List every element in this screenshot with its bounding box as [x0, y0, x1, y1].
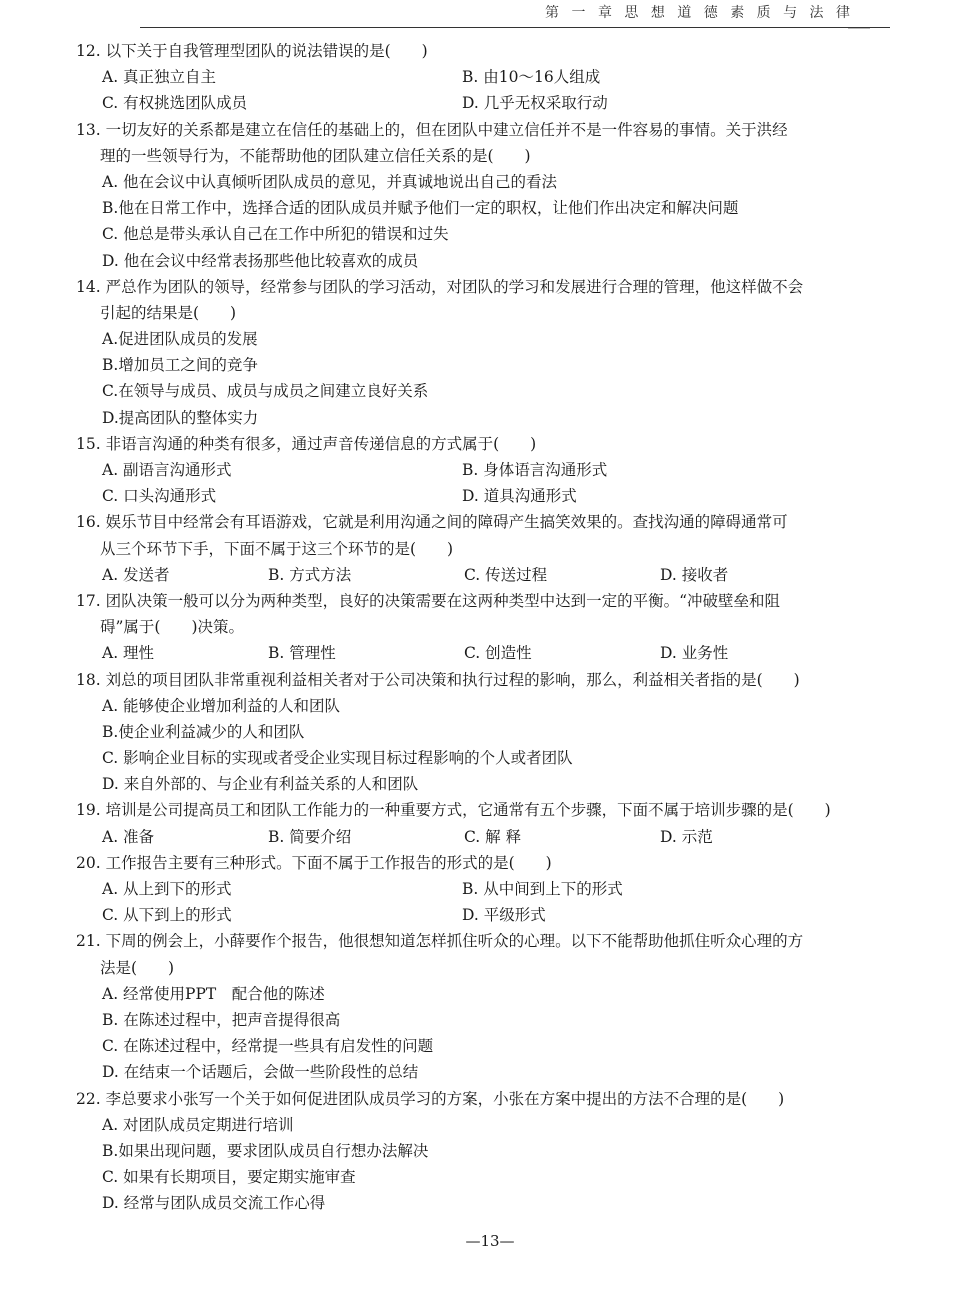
answer-option: C.在领导与成员、成员与成员之间建立良好关系: [102, 382, 429, 401]
answer-option: C. 如果有长期项目，要定期实施审查: [102, 1168, 356, 1187]
question-stem-line: 22. 李总要求小张写一个关于如何促进团队成员学习的方案，小张在方案中提出的方法不合理的是( ): [76, 1089, 785, 1108]
answer-option: A. 发送者: [102, 565, 170, 584]
answer-option: B.他在日常工作中，选择合适的团队成员并赋予他们一定的职权，让他们作出决定和解决问题: [102, 199, 739, 218]
question-item: [72, 274, 902, 431]
question-item: [72, 1086, 902, 1217]
question-stem-line: 13. 一切友好的关系都是建立在信任的基础上的，但在团队中建立信任并不是一件容易的事情。关于洪经: [76, 120, 788, 139]
question-stem-line: 15. 非语言沟通的种类有很多，通过声音传递信息的方式属于( ): [76, 434, 537, 453]
answer-option: D. 示范: [660, 827, 713, 846]
answer-option: A. 从上到下的形式: [102, 880, 232, 898]
question-item: [72, 850, 902, 929]
answer-option: D. 来自外部的、与企业有利益关系的人和团队: [102, 775, 419, 794]
question-stem-line: 14. 严总作为团队的领导，经常参与团队的学习活动，对团队的学习和发展进行合理的管理，他这样做不会: [76, 277, 804, 296]
answer-option: D. 他在会议中经常表扬那些他比较喜欢的成员: [102, 251, 419, 270]
option-row: [72, 824, 902, 850]
answer-option: A. 对团队成员定期进行培训: [102, 1115, 294, 1134]
question-stem-line: 12. 以下关于自我管理型团队的说法错误的是( ): [76, 42, 428, 60]
answer-option: C. 在陈述过程中，经常提一些具有启发性的问题: [102, 1037, 434, 1056]
question-item: [72, 431, 902, 510]
answer-option: C. 创造性: [464, 644, 532, 663]
answer-option: A. 经常使用PPT 配合他的陈述: [102, 984, 325, 1003]
answer-option: C. 影响企业目标的实现或者受企业实现目标过程影响的个人或者团队: [102, 749, 573, 768]
question-stem-line: 理的一些领导行为，不能帮助他的团队建立信任关系的是( ): [100, 146, 531, 165]
answer-option: C. 有权挑选团队成员: [102, 94, 248, 113]
answer-option: B. 管理性: [268, 644, 336, 663]
answer-option: B. 在陈述过程中，把声音提得很高: [102, 1010, 341, 1029]
answer-option: B. 身体语言沟通形式: [462, 461, 608, 479]
question-item: [72, 588, 902, 667]
question-item: [72, 117, 902, 274]
answer-option: B. 简要介绍: [268, 827, 352, 846]
question-stem-line: 16. 娱乐节目中经常会有耳语游戏，它就是利用沟通之间的障碍产生搞笑效果的。查找沟通的障碍通常可: [76, 513, 788, 532]
question-list: [72, 38, 902, 1216]
answer-option: D. 在结束一个话题后，会做一些阶段性的总结: [102, 1063, 419, 1082]
answer-option: B. 方式方法: [268, 565, 352, 584]
question-item: [72, 509, 902, 588]
answer-option: B. 由10～16人组成: [462, 68, 601, 87]
answer-option: D.提高团队的整体实力: [102, 408, 259, 427]
question-stem-line: 18. 刘总的项目团队非常重视利益相关者对于公司决策和执行过程的影响，那么，利益相关者指的是( ): [76, 670, 800, 689]
answer-option: D. 接收者: [660, 565, 729, 584]
option-row: [72, 64, 902, 90]
answer-option: C. 传送过程: [464, 565, 548, 584]
answer-option: A. 副语言沟通形式: [102, 461, 232, 479]
question-stem-line: 19. 培训是公司提高员工和团队工作能力的一种重要方式，它通常有五个步骤，下面不属于培训步骤的是( ): [76, 801, 831, 820]
answer-option: B.如果出现问题，要求团队成员自行想办法解决: [102, 1141, 429, 1160]
answer-option: B. 从中间到上下的形式: [462, 880, 623, 898]
option-row: [72, 902, 902, 928]
chapter-title: 第 一 章 思 想 道 德 素 质 与 法 律: [545, 5, 854, 21]
answer-option: A. 真正独立自主: [102, 68, 217, 87]
answer-option: A. 理性: [102, 644, 155, 663]
question-item: [72, 667, 902, 798]
answer-option: C. 口头沟通形式: [102, 487, 217, 506]
question-stem-line: 20. 工作报告主要有三种形式。下面不属于工作报告的形式的是( ): [76, 853, 552, 872]
question-stem-line: 引起的结果是( ): [100, 303, 237, 322]
page-number: —13—: [465, 1232, 515, 1250]
answer-option: A. 他在会议中认真倾听团队成员的意见，并真诚地说出自己的看法: [102, 172, 558, 191]
question-item: [72, 38, 902, 117]
answer-option: C. 从下到上的形式: [102, 906, 232, 925]
option-row: [72, 876, 902, 902]
question-stem-line: 碍”属于( )决策。: [100, 618, 245, 637]
running-header: [140, 0, 890, 28]
header-rule-mark: [848, 28, 870, 32]
question-stem-line: 21. 下周的例会上，小薛要作个报告，他很想知道怎样抓住听众的心理。以下不能帮助他抓住听众心理的方: [76, 932, 804, 951]
question-stem-line: 17. 团队决策一般可以分为两种类型，良好的决策需要在这两种类型中达到一定的平衡。“冲破壁垒和阻: [76, 591, 781, 610]
answer-option: A.促进团队成员的发展: [102, 330, 258, 349]
option-row: [72, 562, 902, 588]
option-row: [72, 90, 902, 116]
question-stem-line: 法是( ): [100, 958, 175, 977]
question-item: [72, 928, 902, 1085]
answer-option: D. 道具沟通形式: [462, 487, 577, 506]
answer-option: C. 解 释: [464, 827, 522, 846]
answer-option: C. 他总是带头承认自己在工作中所犯的错误和过失: [102, 225, 449, 244]
answer-option: D. 业务性: [660, 644, 729, 663]
option-row: [72, 483, 902, 509]
answer-option: A. 能够使企业增加利益的人和团队: [102, 696, 341, 715]
question-item: [72, 797, 902, 849]
answer-option: A. 准备: [102, 827, 155, 846]
option-row: [72, 457, 902, 483]
option-row: [72, 640, 902, 666]
answer-option: D. 平级形式: [462, 906, 546, 925]
answer-option: D. 经常与团队成员交流工作心得: [102, 1194, 326, 1213]
answer-option: D. 几乎无权采取行动: [462, 94, 608, 113]
answer-option: B.使企业利益减少的人和团队: [102, 722, 305, 741]
question-stem-line: 从三个环节下手，下面不属于这三个环节的是( ): [100, 539, 454, 558]
answer-option: B.增加员工之间的竞争: [102, 356, 258, 375]
